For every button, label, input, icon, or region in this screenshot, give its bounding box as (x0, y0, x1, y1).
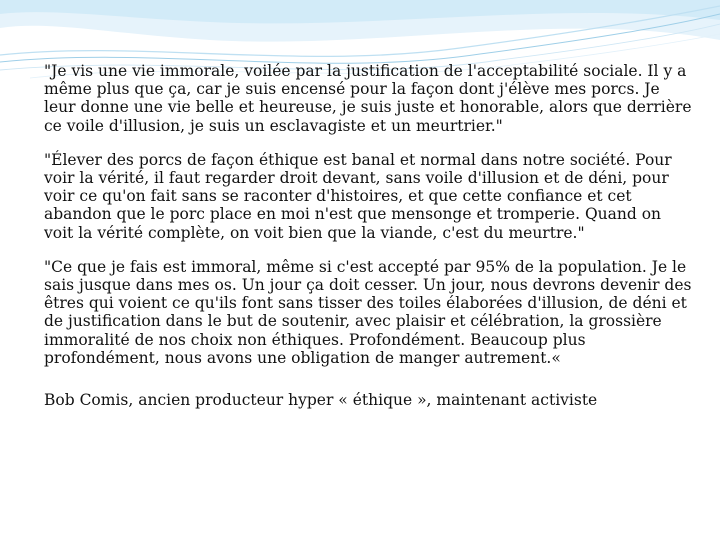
quote-body (44, 62, 694, 425)
quote-paragraph-2: "Élever des porcs de façon éthique est banal et normal dans notre société. Pour voir la vérité, il faut regarder droit devant, sans voile d'illusion et de déni, pour voir ce qu'on fait sans se raconter d'histoires, et que cette confiance et cet abandon que le porc place en moi n'est que mensonge et tromperie. Quand on voit la vérité complète, on voit bien que la viande, c'est du meurtre." (44, 150, 672, 242)
quote-attribution: Bob Comis, ancien producteur hyper « éthique », maintenant activiste (44, 391, 598, 410)
quote-paragraph-3: "Ce que je fais est immoral, même si c'est accepté par 95% de la population. Je le sais jusque dans mes os. Un jour ça doit cesser. Un jour, nous devrons devenir des êtres qui voient ce qu'ils font sans tisser des toiles élaborées d'illusion, de déni et de justification dans le but de soutenir, avec plaisir et célébration, la grossière immoralité de nos choix non éthiques. Profondément. Beaucoup plus profondément, nous avons une obligation de manger autrement.« (44, 257, 692, 367)
quote-paragraph-1: "Je vis une vie immorale, voilée par la justification de l'acceptabilité sociale. Il y a même plus que ça, car je suis encensé pour la façon dont j'élève mes porcs. Je leur donne une vie belle et heureuse, je suis juste et honorable, alors que derrière ce voile d'illusion, je suis un esclavagiste et un meurtrier." (44, 62, 692, 135)
